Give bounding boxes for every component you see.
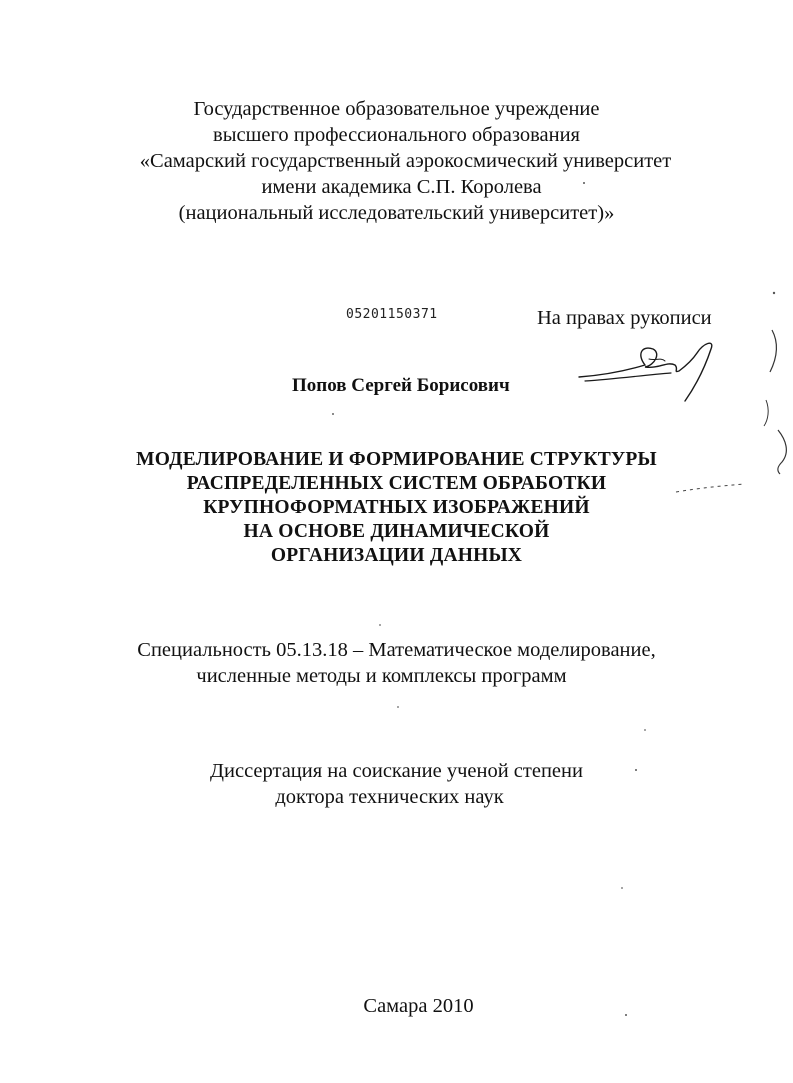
handwritten-signature <box>575 335 725 405</box>
title-line: КРУПНОФОРМАТНЫХ ИЗОБРАЖЕНИЙ <box>203 497 590 518</box>
archive-number: 05201150371 <box>346 307 438 322</box>
specialty <box>0 637 793 689</box>
author-name: Попов Сергей Борисович <box>292 375 510 396</box>
title-line: МОДЕЛИРОВАНИЕ И ФОРМИРОВАНИЕ СТРУКТУРЫ <box>136 449 657 470</box>
title-line: НА ОСНОВЕ ДИНАМИЧЕСКОЙ <box>243 521 550 542</box>
specialty-line: Специальность 05.13.18 – Математическое моделирование, <box>137 639 656 661</box>
degree-statement <box>0 758 793 810</box>
city-year: Самара 2010 <box>363 995 474 1017</box>
institution-line: Государственное образовательное учреждение <box>193 98 600 120</box>
manuscript-note: На правах рукописи <box>537 307 712 329</box>
institution-line: «Самарский государственный аэрокосмический университет <box>139 150 672 172</box>
title-line: РАСПРЕДЕЛЕННЫХ СИСТЕМ ОБРАБОТКИ <box>186 473 607 494</box>
degree-line: доктора технических наук <box>275 786 504 808</box>
dissertation-title <box>0 448 793 568</box>
institution-line: (национальный исследовательский университет)» <box>178 202 615 224</box>
institution-line: имени академика С.П. Королева <box>261 176 542 198</box>
title-line: ОРГАНИЗАЦИИ ДАННЫХ <box>270 545 523 566</box>
specialty-line: численные методы и комплексы программ <box>196 665 567 687</box>
institution-line: высшего профессионального образования <box>213 124 580 146</box>
degree-line: Диссертация на соискание ученой степени <box>210 760 583 782</box>
institution-header <box>0 96 793 226</box>
